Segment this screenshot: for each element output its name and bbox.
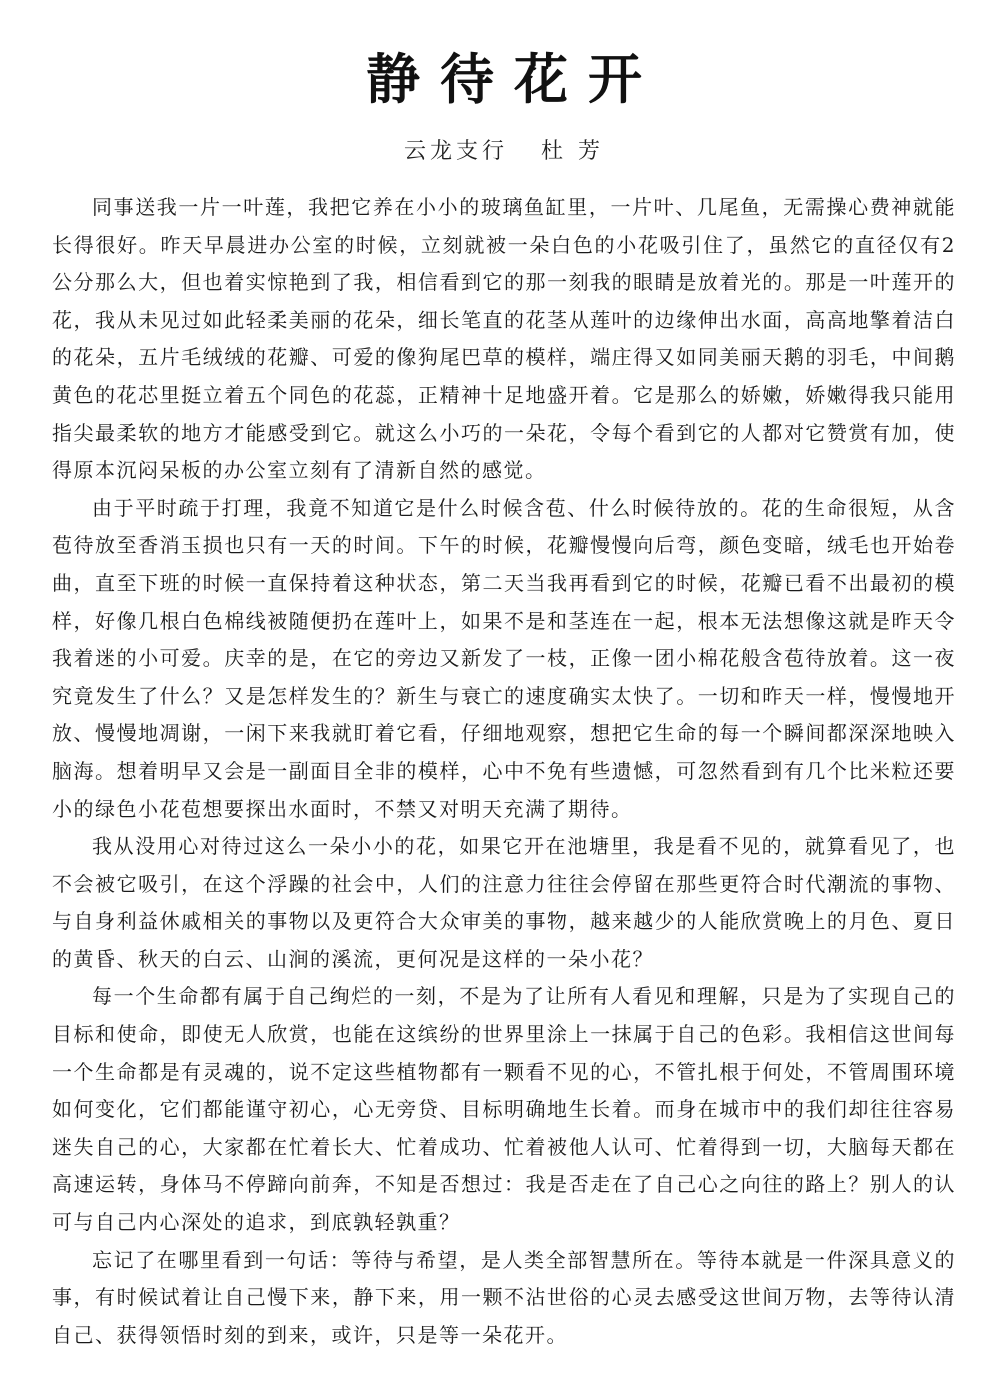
article-paragraph-3: 我从没用心对待过这么一朵小小的花，如果它开在池塘里，我是看不见的，就算看见了，也不会被它吸引，在这个浮躁的社会中，人们的注意力往往会停留在那些更符合时代潮流的事物、与自身利益休戚相关的事物以及更符合大众审美的事物，越来越少的人能欣赏晚上的月色、夏日的黄昏、秋天的白云、山涧的溪流，更何况是这样的一朵小花？	[52, 834, 956, 971]
article-title: 静待花开	[366, 47, 662, 111]
article-byline: 云龙支行 杜 芳	[404, 139, 604, 164]
article-body	[52, 189, 956, 1354]
article-paragraph-5: 忘记了在哪里看到一句话：等待与希望，是人类全部智慧所在。等待本就是一件深具意义的事，有时候试着让自己慢下来，静下来，用一颗不沾世俗的心灵去感受这世间万物，去等待认清自己、获得领悟时刻的到来，或许，只是等一朵花开。	[52, 1247, 956, 1347]
article-paragraph-2: 由于平时疏于打理，我竟不知道它是什么时候含苞、什么时候待放的。花的生命很短，从含苞待放至香消玉损也只有一天的时间。下午的时候，花瓣慢慢向后弯，颜色变暗，绒毛也开始卷曲，直至下班的时候一直保持着这种状态，第二天当我再看到它的时候，花瓣已看不出最初的模样，好像几根白色棉线被随便扔在莲叶上，如果不是和茎连在一起，根本无法想像这就是昨天令我着迷的小可爱。庆幸的是，在它的旁边又新发了一枝，正像一团小棉花般含苞待放着。这一夜究竟发生了什么？又是怎样发生的？新生与衰亡的速度确实太快了。一切和昨天一样，慢慢地开放、慢慢地凋谢，一闲下来我就盯着它看，仔细地观察，想把它生命的每一个瞬间都深深地映入脑海。想着明早又会是一副面目全非的模样，心中不免有些遗憾，可忽然看到有几个比米粒还要小的绿色小花苞想要探出水面时，不禁又对明天充满了期待。	[52, 495, 956, 821]
article-paragraph-4: 每一个生命都有属于自己绚烂的一刻，不是为了让所有人看见和理解，只是为了实现自己的目标和使命，即使无人欣赏，也能在这缤纷的世界里涂上一抹属于自己的色彩。我相信这世间每一个生命都是有灵魂的，说不定这些植物都有一颗看不见的心，不管扎根于何处，不管周围环境如何变化，它们都能谨守初心，心无旁贷、目标明确地生长着。而身在城市中的我们却往往容易迷失自己的心，大家都在忙着长大、忙着成功、忙着被他人认可、忙着得到一切，大脑每天都在高速运转，身体马不停蹄向前奔，不知是否想过：我是否走在了自己心之向往的路上？别人的认可与自己内心深处的追求，到底孰轻孰重？	[52, 984, 956, 1235]
article-paragraph-1: 同事送我一片一叶莲，我把它养在小小的玻璃鱼缸里，一片叶、几尾鱼，无需操心费神就能长得很好。昨天早晨进办公室的时候，立刻就被一朵白色的小花吸引住了，虽然它的直径仅有2公分那么大，但也着实惊艳到了我，相信看到它的那一刻我的眼睛是放着光的。那是一叶莲开的花，我从未见过如此轻柔美丽的花朵，细长笔直的花茎从莲叶的边缘伸出水面，高高地擎着洁白的花朵，五片毛绒绒的花瓣、可爱的像狗尾巴草的模样，端庄得又如同美丽天鹅的羽毛，中间鹅黄色的花芯里挺立着五个同色的花蕊，正精神十足地盛开着。它是那么的娇嫩，娇嫩得我只能用指尖最柔软的地方才能感受到它。就这么小巧的一朵花，令每个看到它的人都对它赞赏有加，使得原本沉闷呆板的办公室立刻有了清新自然的感觉。	[52, 195, 956, 483]
